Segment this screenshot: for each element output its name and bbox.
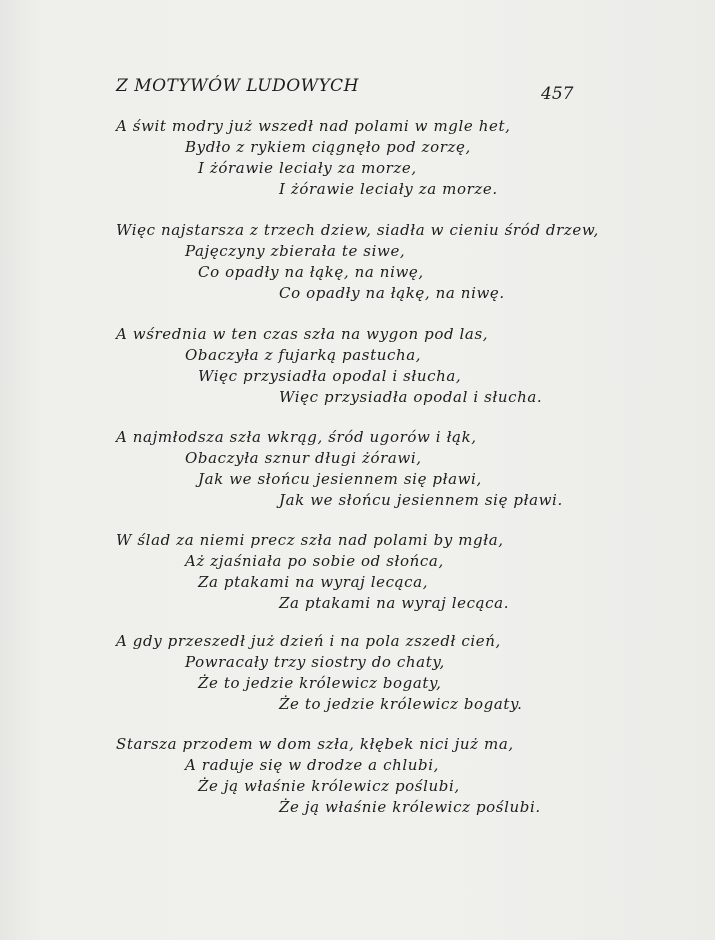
verse-line-refrain: Co opadły na łąkę, na niwę. bbox=[279, 284, 505, 302]
verse-line-refrain: Jak we słońcu jesiennem się pławi. bbox=[279, 491, 563, 509]
verse-line-refrain: Za ptakami na wyraj lecąca. bbox=[279, 594, 510, 612]
verse-line: Obaczyła sznur długi żórawi, bbox=[185, 449, 422, 467]
verse-line: Pajęczyny zbierała te siwe, bbox=[185, 242, 406, 260]
verse-line-refrain: Że ją właśnie królewicz poślubi. bbox=[279, 798, 541, 816]
verse-line: Że to jedzie królewicz bogaty, bbox=[198, 674, 442, 692]
verse-line: Starsza przodem w dom szła, kłębek nici już ma, bbox=[116, 735, 514, 753]
verse-line-refrain: Że to jedzie królewicz bogaty. bbox=[279, 695, 523, 713]
verse-line: Za ptakami na wyraj lecąca, bbox=[198, 573, 429, 591]
verse-line: Co opadły na łąkę, na niwę, bbox=[198, 263, 424, 281]
verse-line: Bydło z rykiem ciągnęło pod zorzę, bbox=[185, 138, 471, 156]
verse-line: Więc przysiadła opodal i słucha, bbox=[198, 367, 462, 385]
verse-line: A świt modry już wszedł nad polami w mgle het, bbox=[116, 117, 511, 135]
verse-line: Jak we słońcu jesiennem się pławi, bbox=[198, 470, 482, 488]
verse-line-refrain: Więc przysiadła opodal i słucha. bbox=[279, 388, 543, 406]
verse-line: Więc najstarsza z trzech dziew, siadła w cieniu śród drzew, bbox=[116, 221, 599, 239]
verse-line: W ślad za niemi precz szła nad polami by mgła, bbox=[116, 531, 504, 549]
verse-line: I żórawie leciały za morze, bbox=[198, 159, 417, 177]
verse-line: A wśrednia w ten czas szła na wygon pod las, bbox=[116, 325, 489, 343]
running-header-title: Z MOTYWÓW LUDOWYCH bbox=[116, 76, 359, 96]
verse-line: Aż zjaśniała po sobie od słońca, bbox=[185, 552, 444, 570]
verse-line: Powracały trzy siostry do chaty, bbox=[185, 653, 445, 671]
verse-line: Obaczyła z fujarką pastucha, bbox=[185, 346, 422, 364]
verse-line: A gdy przeszedł już dzień i na pola zszedł cień, bbox=[116, 632, 501, 650]
verse-line-refrain: I żórawie leciały za morze. bbox=[279, 180, 498, 198]
verse-line: A raduje się w drodze a chlubi, bbox=[185, 756, 439, 774]
page-number: 457 bbox=[541, 84, 574, 104]
verse-line: Że ją właśnie królewicz poślubi, bbox=[198, 777, 460, 795]
verse-line: A najmłodsza szła wkrąg, śród ugorów i łąk, bbox=[116, 428, 477, 446]
